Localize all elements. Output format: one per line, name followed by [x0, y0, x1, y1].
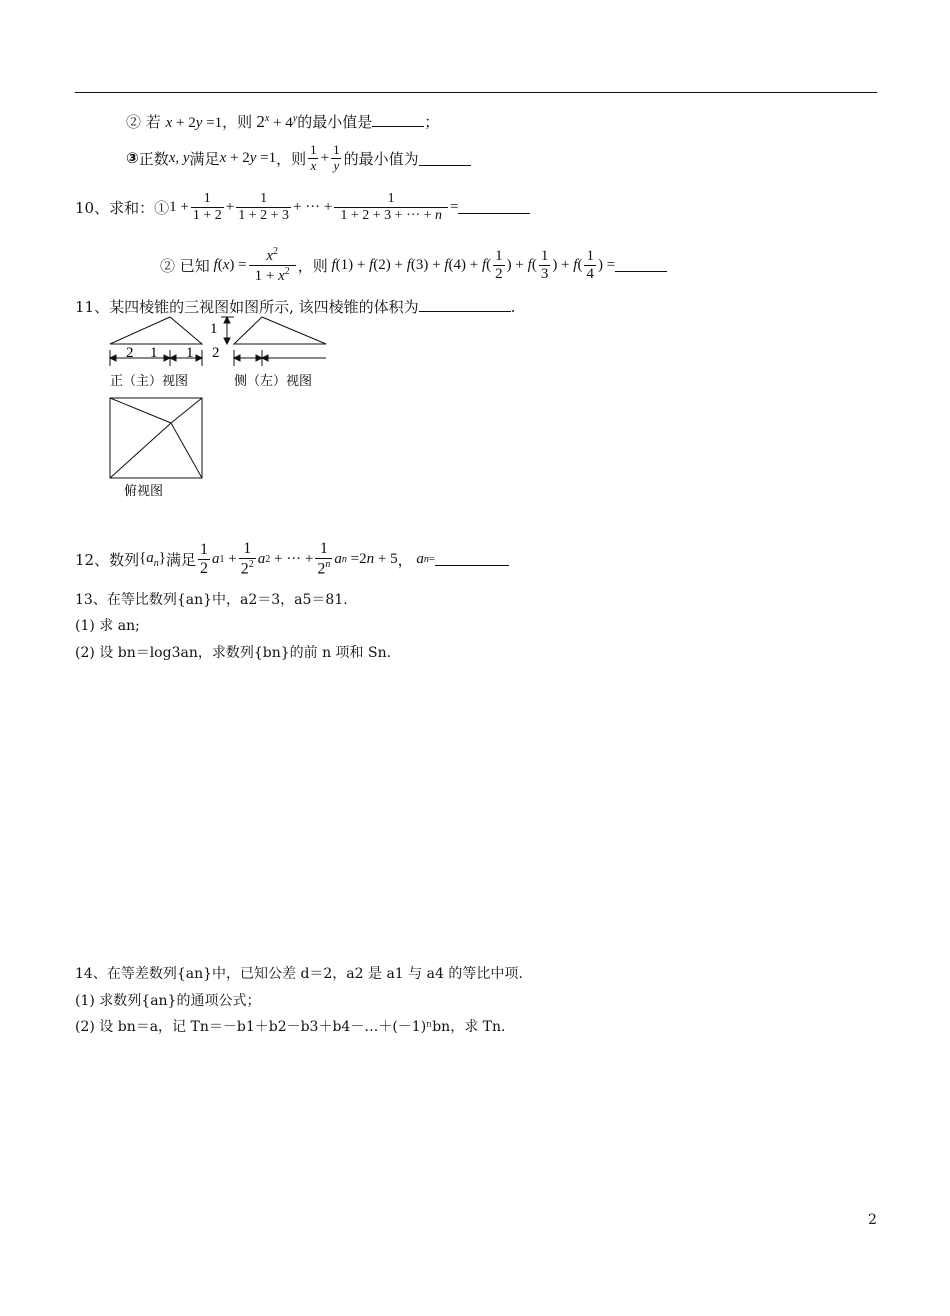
- q12-text-a: 满足: [166, 550, 197, 569]
- q13-line3: (2) 设 bn＝log3an，求数列{bn}的前 n 项和 Sn.: [75, 645, 392, 661]
- q11-text: 11、某四棱锥的三视图如图所示, 该四棱锥的体积为: [75, 298, 419, 316]
- q9-part2-text-c: 的最小值是: [297, 113, 373, 131]
- q11-three-views-figure: [100, 312, 340, 502]
- q9-part2: ② 若 x + 2y =1，则 $2^x + 4^y$的最小值是 ；: [126, 112, 440, 131]
- front-dim-1b: 1: [186, 345, 194, 361]
- front-dim-1a: 1: [150, 345, 158, 361]
- q9-part3-marker: ③: [126, 149, 139, 167]
- q14-line2: (1) 求数列{an}的通项公式；: [75, 993, 261, 1009]
- q10-part1-blank[interactable]: [458, 213, 530, 214]
- q9-part3-text-d: 的最小值为: [343, 149, 419, 168]
- q14-line3: (2) 设 bn＝a，记 Tn＝－b1＋b2－b3＋b4－…＋(－1)ⁿbn，求 Tn.: [75, 1019, 506, 1035]
- q12: 12、数列 $\{a_n\}$ 满足 $\frac{1}{2}$ a 1 + $\frac{1}{2^2}$ a 2 + ··· + $\frac{1}{2^n}$ a n =2n + 5 ， a n =: [75, 534, 509, 584]
- side-dim-1: 1: [210, 321, 218, 337]
- page-number: 2: [868, 1212, 877, 1228]
- q9-part2-text-a: 若: [145, 113, 161, 131]
- q10-label: 10、求和：①: [75, 198, 170, 217]
- q9-part3-text-a: 正数: [138, 149, 169, 168]
- front-dim-2: 2: [126, 345, 134, 361]
- q12-label: 12、数列: [75, 550, 140, 569]
- q9-part3: ③ 正数 x, y 满足 x + 2 y =1 ，则 $\frac{1}{x}$ + $\frac{1}{y}$ 的最小值为: [126, 138, 471, 178]
- top-view-label: 俯视图: [124, 484, 164, 499]
- q9-part3-blank[interactable]: [419, 165, 471, 166]
- front-view-label: 正（主）视图: [110, 374, 189, 389]
- q9-part2-end: ；: [424, 113, 440, 131]
- q10-part2-text-a: ② 已知: [160, 256, 210, 275]
- top-view: [110, 398, 202, 478]
- header-rule: [75, 92, 877, 93]
- q12-text-b: ，: [397, 550, 413, 569]
- q9-part2-text-b: ，则: [222, 113, 253, 131]
- q11-blank[interactable]: [419, 311, 511, 312]
- side-view-label: 侧（左）视图: [234, 374, 313, 389]
- q10-part2-text-b: ，则: [297, 256, 328, 275]
- q13-line1: 13、在等比数列{an}中，a2＝3，a5＝81.: [75, 592, 348, 608]
- side-view: [221, 317, 326, 366]
- q13-line2: (1) 求 an;: [75, 618, 140, 634]
- q11-end: .: [510, 298, 516, 316]
- q9-part3-text-c: ，则: [276, 149, 307, 168]
- q14-line1: 14、在等差数列{an}中，已知公差 d＝2，a2 是 a1 与 a4 的等比中项.: [75, 966, 523, 982]
- q9-part2-marker: ②: [126, 113, 142, 131]
- q9-part2-blank[interactable]: [372, 126, 424, 127]
- q9-part3-text-b: 满足: [189, 149, 220, 168]
- q10-part2-blank[interactable]: [615, 271, 667, 272]
- side-dim-2: 2: [212, 345, 220, 361]
- q10-part2: ② 已知 f ( x ) = $\frac{x^2}{1 + x^2}$ ，则 f(1) + f(2) + f(3) + f(4) + f( $\frac{1}{2}$ ) + f( $\frac{1}{3}$ ) + f( $\frac{1}{4}$ ) =: [160, 238, 667, 292]
- q10-part1: 10、求和：① 1 + $\frac{1}{1 + 2}$ + $\frac{1}{1 + 2 + 3}$ + ··· + $\frac{1}{1 + 2 + 3 + \cdot\cdot\cdot + n}$ =: [75, 184, 530, 230]
- q12-blank[interactable]: [435, 565, 509, 566]
